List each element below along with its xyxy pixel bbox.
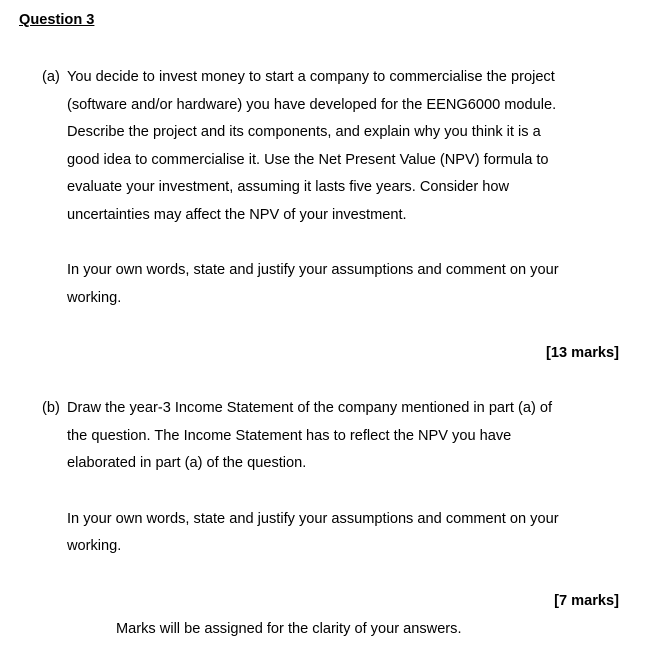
part-a-assumptions-line-1: In your own words, state and justify your assumptions and comment on your <box>67 262 559 278</box>
part-a-line-5: evaluate your investment, assuming it lasts five years. Consider how <box>67 179 510 195</box>
part-a-line-6: uncertainties may affect the NPV of your investment. <box>67 207 407 223</box>
part-b-assumptions-line-1: In your own words, state and justify your assumptions and comment on your <box>67 511 559 527</box>
part-b-assumptions-line-2: working. <box>67 538 122 554</box>
part-b-marks: [7 marks] <box>554 593 619 609</box>
part-a-marks: [13 marks] <box>545 345 619 361</box>
part-a-line-2: (software and/or hardware) you have developed for the EENG6000 module. <box>67 97 557 113</box>
part-a-line-3: Describe the project and its components, and explain why you think it is a <box>67 124 541 140</box>
part-b-line-3: elaborated in part (a) of the question. <box>67 455 307 471</box>
part-a-line-4: good idea to commercialise it. Use the Net Present Value (NPV) formula to <box>67 152 549 168</box>
part-b-line-2: the question. The Income Statement has to reflect the NPV you have <box>67 428 512 444</box>
part-b-line-1: Draw the year-3 Income Statement of the company mentioned in part (a) of <box>67 400 553 416</box>
footer-note: Marks will be assigned for the clarity of your answers. <box>116 621 462 637</box>
question-title: Question 3 <box>19 12 95 28</box>
part-b-label: (b) <box>42 400 60 416</box>
part-a-assumptions-line-2: working. <box>67 290 122 306</box>
part-a-label: (a) <box>42 69 60 85</box>
part-a-line-1: You decide to invest money to start a company to commercialise the project <box>67 69 555 85</box>
